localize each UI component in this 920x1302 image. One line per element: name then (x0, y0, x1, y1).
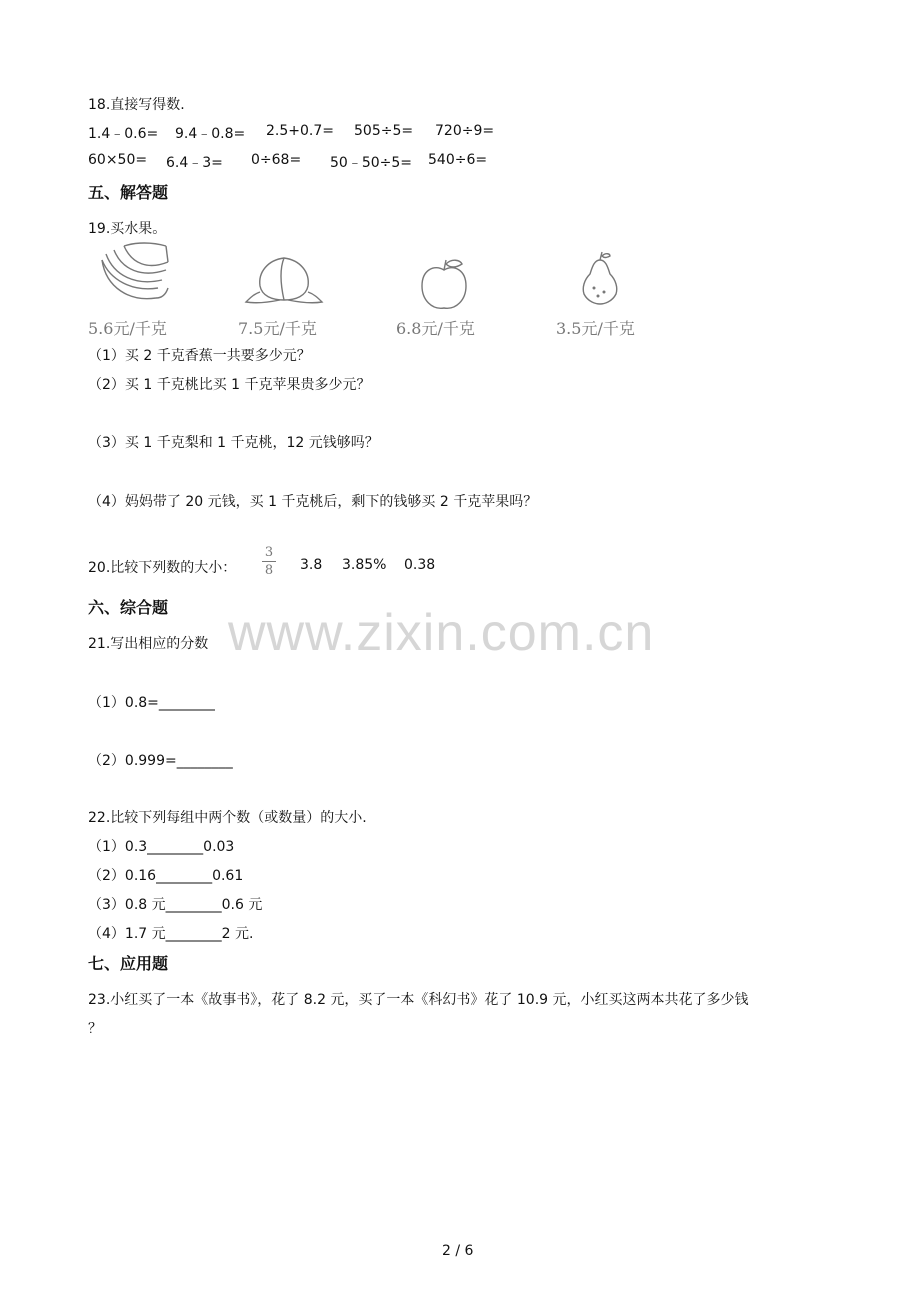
pear-icon (578, 250, 622, 306)
question-18-title: 18.直接写得数. (88, 97, 185, 113)
fraction-denominator: 8 (264, 563, 274, 578)
q18-item: 1.4﹣0.6= (88, 126, 159, 142)
price-label-apple: 6.8元/千克 (396, 319, 475, 338)
q18-item: 540÷6= (428, 152, 488, 168)
q19-sub-2: （2）买 1 千克桃比买 1 千克苹果贵多少元？ (88, 377, 371, 393)
q18-item: 505÷5= (354, 123, 414, 139)
price-label-peach: 7.5元/千克 (238, 319, 317, 338)
section-heading-5: 五、解答题 (88, 183, 169, 202)
q22-sub-3: （3）0.8 元________0.6 元 (88, 897, 263, 913)
question-21-title: 21.写出相应的分数 (88, 636, 209, 652)
q18-item: 720÷9= (435, 123, 495, 139)
price-label-banana: 5.6元/千克 (88, 319, 167, 338)
q21-sub-1: （1）0.8=________ (88, 695, 215, 711)
page-number: 2 / 6 (442, 1243, 474, 1259)
fraction-bar (262, 561, 276, 562)
question-23-line-2: ？ (88, 1021, 102, 1037)
q21-sub-2: （2）0.999=________ (88, 753, 233, 769)
q18-item: 50﹣50÷5= (330, 155, 412, 171)
q20-number: 0.38 (404, 557, 436, 573)
q18-item: 0÷68= (251, 152, 302, 168)
question-23-line-1: 23.小红买了一本《故事书》，花了 8.2 元，买了一本《科幻书》花了 10.9 元，小红买这两本共花了多少钱 (88, 992, 749, 1008)
q18-item: 60×50= (88, 152, 148, 168)
q19-sub-1: （1）买 2 千克香蕉一共要多少元？ (88, 348, 311, 364)
section-heading-6: 六、综合题 (88, 598, 169, 617)
fraction-3-8 (262, 545, 276, 578)
fraction-numerator: 3 (264, 545, 274, 560)
banana-icon (96, 240, 172, 308)
q18-item: 2.5+0.7= (266, 123, 334, 139)
q22-sub-2: （2）0.16________0.61 (88, 868, 244, 884)
q18-item: 9.4﹣0.8= (175, 126, 246, 142)
question-20-title: 20.比较下列数的大小： (88, 560, 237, 576)
section-heading-7: 七、应用题 (88, 954, 169, 973)
question-22-title: 22.比较下列每组中两个数（或数量）的大小. (88, 810, 367, 826)
q22-sub-1: （1）0.3________0.03 (88, 839, 235, 855)
q20-number: 3.8 (300, 557, 323, 573)
price-label-pear: 3.5元/千克 (556, 319, 635, 338)
q18-item: 6.4﹣3= (166, 155, 223, 171)
peach-icon (244, 254, 324, 306)
q19-sub-3: （3）买 1 千克梨和 1 千克桃，12 元钱够吗？ (88, 435, 379, 451)
apple-icon (418, 256, 470, 312)
question-19-title: 19.买水果。 (88, 221, 167, 237)
q19-sub-4: （4）妈妈带了 20 元钱，买 1 千克桃后，剩下的钱够买 2 千克苹果吗？ (88, 494, 538, 510)
q22-sub-4: （4）1.7 元________2 元. (88, 926, 254, 942)
watermark: www.zixin.com.cn (228, 604, 655, 662)
q20-number: 3.85% (342, 557, 387, 573)
